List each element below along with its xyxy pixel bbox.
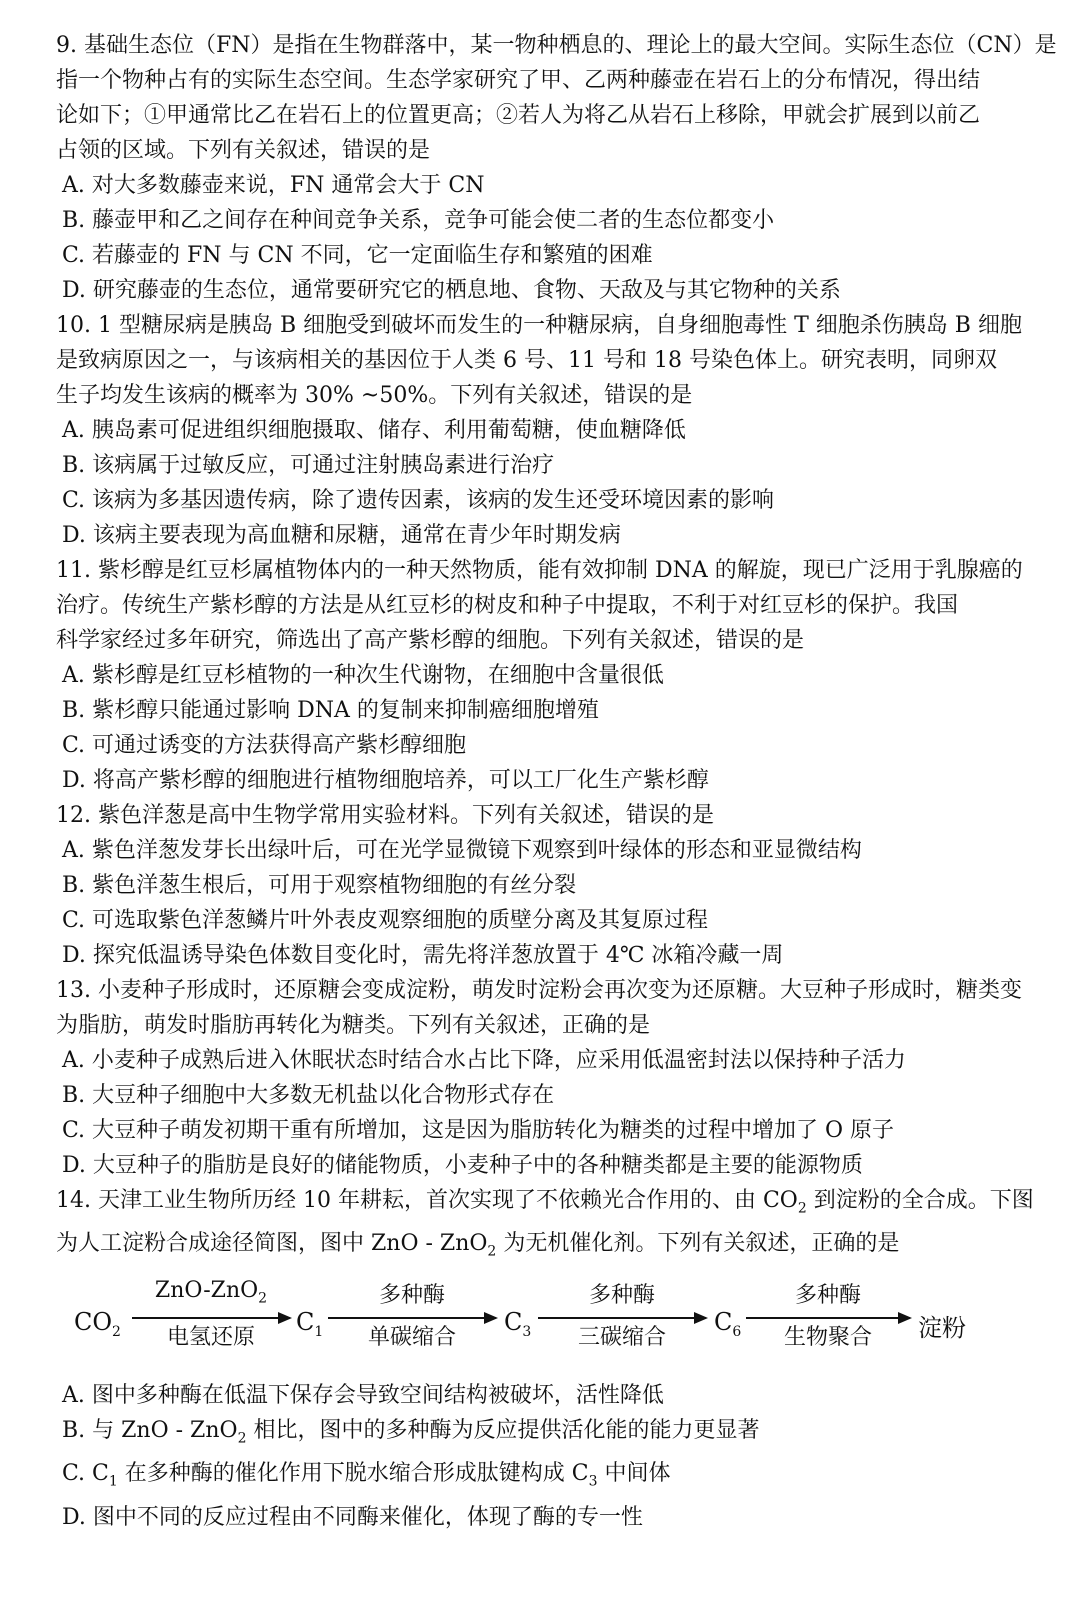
question-stem-line: 论如下；①甲通常比乙在岩石上的位置更高；②若人为将乙从岩石上移除，甲就会扩展到以前乙 [56, 103, 981, 128]
question-stem-line: 12. 紫色洋葱是高中生物学常用实验材料。下列有关叙述，错误的是 [56, 803, 714, 828]
question-10 [56, 308, 1052, 553]
arrow-3-top-label: 多种酶 [588, 1282, 655, 1308]
arrow-4 [746, 1317, 910, 1319]
arrow-4-top-label: 多种酶 [794, 1282, 861, 1308]
option-b: B. 紫杉醇只能通过影响 DNA 的复制来抑制癌细胞增殖 [62, 698, 599, 723]
arrow-2 [328, 1317, 496, 1319]
question-12 [56, 798, 1052, 973]
question-stem-line: 指一个物种占有的实际生态空间。生态学家研究了甲、乙两种藤壶在岩石上的分布情况，得出结 [56, 68, 981, 93]
option-d: D. 该病主要表现为高血糖和尿糖，通常在青少年时期发病 [62, 523, 621, 548]
option-a: A. 小麦种子成熟后进入休眠状态时结合水占比下降，应采用低温密封法以保持种子活力 [62, 1048, 906, 1073]
option-c: C. 可通过诱变的方法获得高产紫杉醇细胞 [62, 733, 467, 758]
arrow-4-bottom-label: 生物聚合 [783, 1324, 872, 1350]
option-c: C. 大豆种子萌发初期干重有所增加，这是因为脂肪转化为糖类的过程中增加了 O 原子 [62, 1118, 895, 1143]
arrow-3-bottom-label: 三碳缩合 [577, 1324, 666, 1350]
option-d: D. 图中不同的反应过程由不同酶来催化，体现了酶的专一性 [62, 1504, 643, 1530]
question-stem-line: 治疗。传统生产紫杉醇的方法是从红豆杉的树皮和种子中提取，不利于对红豆杉的保护。我国 [56, 593, 959, 618]
option-d: D. 探究低温诱导染色体数目变化时，需先将洋葱放置于 4℃ 冰箱冷藏一周 [62, 943, 784, 968]
stem-text: 为无机催化剂。下列有关叙述，正确的是 [496, 1231, 900, 1257]
stem-text: 到淀粉的全合成。下图 [806, 1188, 1034, 1213]
option-c: C. 该病为多基因遗传病，除了遗传因素，该病的发生还受环境因素的影响 [62, 488, 775, 513]
option-a: A. 紫杉醇是红豆杉植物的一种次生代谢物，在细胞中含量很低 [62, 663, 664, 688]
question-11 [56, 553, 1052, 798]
option-a: A. 图中多种酶在低温下保存会导致空间结构被破坏，活性降低 [62, 1382, 664, 1408]
question-stem-line: 为脂肪，萌发时脂肪再转化为糖类。下列有关叙述，正确的是 [56, 1013, 651, 1038]
option-a: A. 对大多数藤壶来说，FN 通常会大于 CN [62, 173, 485, 198]
arrow-2-bottom-label: 单碳缩合 [367, 1324, 456, 1350]
question-stem-line: 是致病原因之一，与该病相关的基因位于人类 6 号、11 号和 18 号染色体上。研究表明，同卵双 [56, 348, 997, 373]
node-starch: 淀粉 [918, 1313, 966, 1342]
question-9 [56, 28, 1057, 308]
subscript: 2 [487, 1243, 497, 1260]
question-stem-line [56, 1183, 1052, 1226]
question-stem-line: 科学家经过多年研究，筛选出了高产紫杉醇的细胞。下列有关叙述，错误的是 [56, 628, 805, 653]
option-c: C. $C_1$ 在多种酶的催化作用下脱水缩合形成肽键构成 $C_3$ 中间体 [62, 1461, 671, 1490]
arrow-3 [538, 1317, 706, 1319]
question-stem-line: 11. 紫杉醇是红豆杉属植物体内的一种天然物质，能有效抑制 DNA 的解旋，现已广泛用于乳腺癌的 [56, 558, 1023, 583]
option-c: C. 可选取紫色洋葱鳞片叶外表皮观察细胞的质壁分离及其复原过程 [62, 908, 709, 933]
question-13 [56, 973, 1052, 1183]
node-c3: $C_3$ [504, 1307, 532, 1340]
option-b: B. 藤壶甲和乙之间存在种间竞争关系，竞争可能会使二者的生态位都变小 [62, 208, 775, 233]
question-stem-line: 生子均发生该病的概率为 30% ~50%。下列有关叙述，错误的是 [56, 383, 693, 408]
question-14 [56, 1183, 1052, 1535]
question-stem-line: 10. 1 型糖尿病是胰岛 B 细胞受到破坏而发生的一种糖尿病，自身细胞毒性 T 细胞杀伤胰岛 B 细胞 [56, 313, 1022, 338]
option-d: D. 研究藤壶的生态位，通常要研究它的栖息地、食物、天敌及与其它物种的关系 [62, 278, 841, 303]
starch-synthesis-diagram [56, 1278, 1052, 1368]
question-stem-line [56, 1226, 1052, 1269]
option-d: D. 将高产紫杉醇的细胞进行植物细胞培养，可以工厂化生产紫杉醇 [62, 768, 709, 793]
node-co2: $CO_2$ [74, 1307, 121, 1340]
question-stem-line: 13. 小麦种子形成时，还原糖会变成淀粉，萌发时淀粉会再次变为还原糖。大豆种子形成时，糖类变 [56, 978, 1022, 1003]
option-b: B. 与 ZnO - ZnO$_2$ 相比，图中的多种酶为反应提供活化能的能力更显著 [62, 1417, 760, 1447]
option-a: A. 胰岛素可促进组织细胞摄取、储存、利用葡萄糖，使血糖降低 [62, 418, 686, 443]
question-stem-line: 占领的区域。下列有关叙述，错误的是 [56, 138, 431, 163]
exam-page [56, 28, 1057, 1535]
arrow-1-top-label: ZnO-ZnO$_2$ [154, 1277, 268, 1307]
arrow-2-top-label: 多种酶 [378, 1282, 445, 1308]
option-c: C. 若藤壶的 FN 与 CN 不同，它一定面临生存和繁殖的困难 [62, 243, 653, 268]
arrow-1 [132, 1317, 290, 1319]
option-a: A. 紫色洋葱发芽长出绿叶后，可在光学显微镜下观察到叶绿体的形态和亚显微结构 [62, 838, 862, 863]
node-c6: $C_6$ [714, 1307, 742, 1340]
option-b: B. 紫色洋葱生根后，可用于观察植物细胞的有丝分裂 [62, 873, 577, 898]
question-stem-line: 9. 基础生态位（FN）是指在生物群落中，某一物种栖息的、理论上的最大空间。实际生态位（CN）是 [56, 33, 1057, 58]
subscript: 2 [797, 1200, 807, 1217]
stem-text: 14. 天津工业生物所历经 10 年耕耘，首次实现了不依赖光合作用的、由 CO [56, 1188, 798, 1213]
stem-text: 为人工淀粉合成途径简图，图中 ZnO - ZnO [56, 1231, 488, 1257]
option-b: B. 大豆种子细胞中大多数无机盐以化合物形式存在 [62, 1083, 555, 1108]
option-b: B. 该病属于过敏反应，可通过注射胰岛素进行治疗 [62, 453, 555, 478]
option-d: D. 大豆种子的脂肪是良好的储能物质，小麦种子中的各种糖类都是主要的能源物质 [62, 1153, 863, 1178]
arrow-1-bottom-label: 电氢还原 [166, 1324, 255, 1350]
node-c1: $C_1$ [296, 1307, 324, 1340]
